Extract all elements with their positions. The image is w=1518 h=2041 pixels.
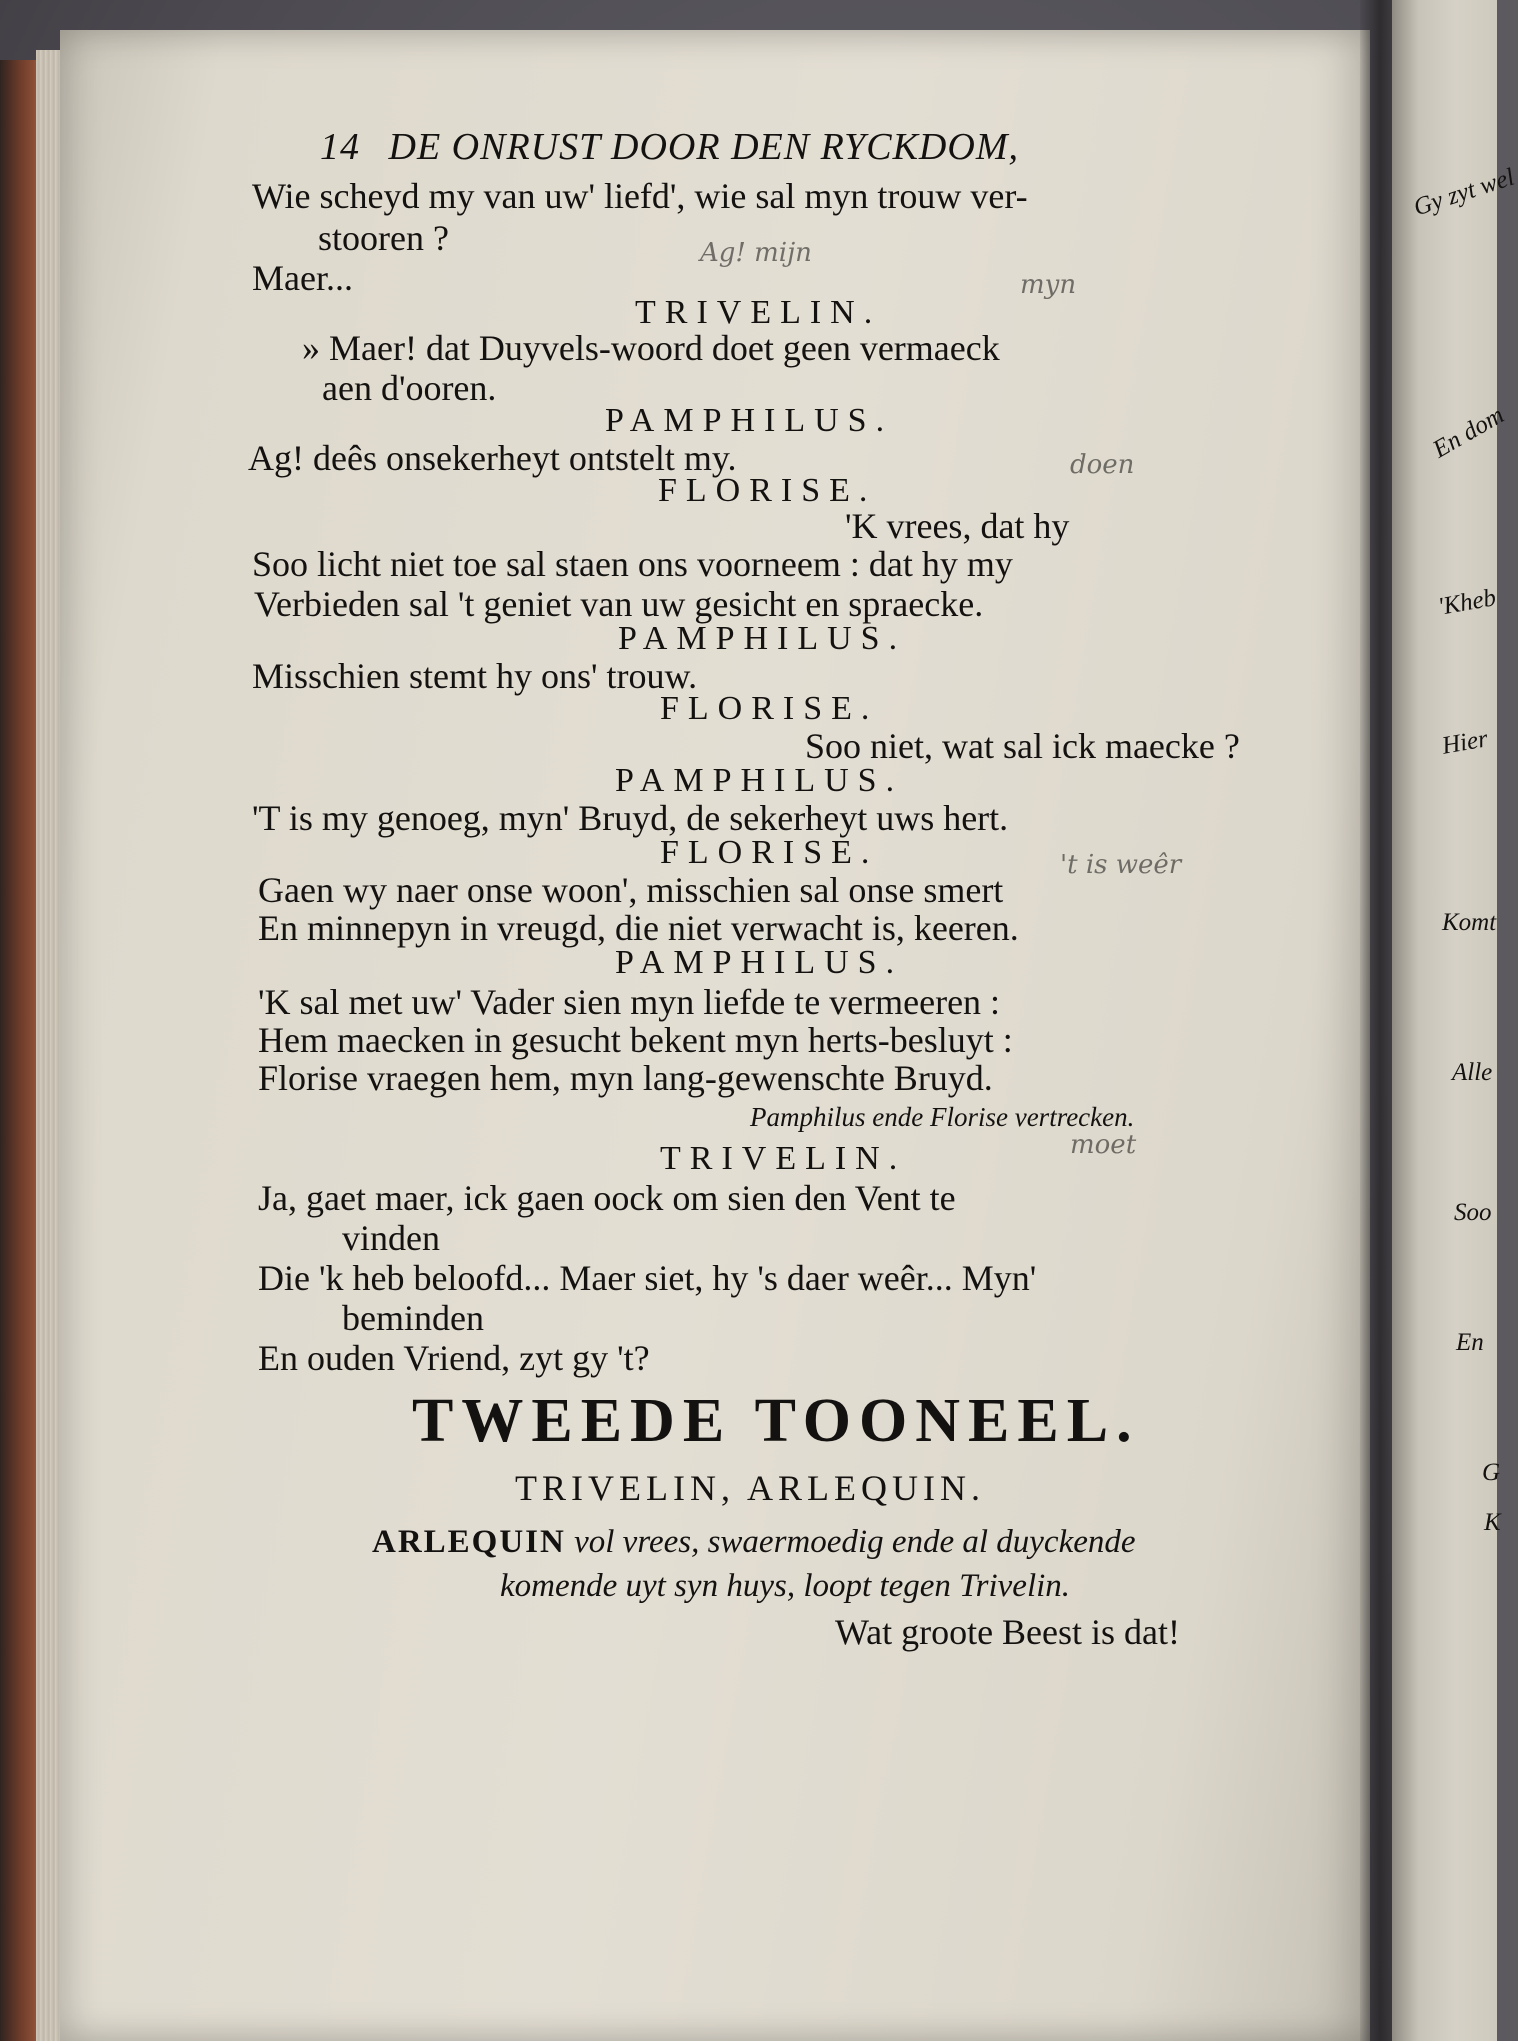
speaker-name: PAMPHILUS. [615,762,904,799]
show-through: moet [1070,1130,1137,1160]
facing-fragment: Alle [1452,1059,1493,1086]
facing-fragment: Soo [1454,1199,1492,1226]
verse-line: 'K vrees, dat hy [845,506,1070,546]
verse-line: stooren ? [318,218,449,258]
verse-line: vinden [342,1218,440,1258]
speaker-name: TRIVELIN. [660,1140,907,1177]
book-page [60,30,1370,2041]
verse-line: Misschien stemt hy ons' trouw. [252,656,698,696]
verse-line: Ja, gaet maer, ick gaen oock om sien den Vent te [258,1178,956,1218]
verse-line: Hem maecken in gesucht bekent myn herts-besluyt : [258,1020,1013,1060]
direction-speaker: ARLEQUIN [372,1524,566,1560]
verse-line: beminden [342,1298,484,1338]
facing-fragment: Komt [1442,909,1497,936]
show-through: Ag! mijn [700,238,812,268]
show-through: 't is weêr [1060,850,1182,880]
verse-line: En ouden Vriend, zyt gy 't? [258,1338,650,1378]
verse-line: aen d'ooren. [322,368,497,408]
direction-text: vol vrees, swaermoedig ende al duyckende [565,1524,1136,1560]
stage-direction: Pamphilus ende Florise vertrecken. [750,1102,1135,1132]
show-through: doen [1070,450,1135,480]
verse-line: Ag! deês onsekerheyt ontstelt my. [248,438,737,478]
verse-line: » Maer! dat Duyvels-woord doet geen vermaeck [302,328,1000,368]
speaker-name: PAMPHILUS. [615,944,904,981]
speaker-name: PAMPHILUS. [605,402,894,439]
scene-direction: komende uyt syn huys, loopt tegen Trivelin. [500,1568,1071,1604]
verse-line: Soo niet, wat sal ick maecke ? [805,726,1240,766]
scene-direction [372,1526,1136,1559]
facing-fragment: 'Kheb [1436,584,1499,621]
running-header [320,128,1019,166]
show-through: myn [1020,270,1077,300]
verse-line: Wat groote Beest is dat! [835,1612,1181,1652]
verse-line: Wie scheyd my van uw' liefd', wie sal myn trouw ver- [252,176,1028,216]
speaker-name: PAMPHILUS. [618,620,907,657]
page-number: 14 [320,126,360,168]
facing-fragment: En [1456,1329,1484,1356]
verse-line: Maer... [252,258,353,298]
facing-fragment: Gy zyt wel [1410,163,1518,222]
verse-line: Soo licht niet toe sal staen ons voorneem : dat hy my [252,544,1013,584]
scene-title: TWEEDE TOONEEL. [412,1387,1140,1455]
facing-fragment: K [1484,1509,1501,1536]
facing-fragment: G [1482,1459,1501,1486]
verse-line: 'K sal met uw' Vader sien myn liefde te vermeeren : [258,982,1001,1022]
scene-characters: TRIVELIN, ARLEQUIN. [515,1468,985,1508]
running-title: DE ONRUST DOOR DEN RYCKDOM, [388,126,1019,168]
speaker-name: FLORISE. [660,834,879,871]
verse-line: Verbieden sal 't geniet van uw gesicht en spraecke. [254,584,984,624]
verse-line: 'T is my genoeg, myn' Bruyd, de sekerheyt uws hert. [252,798,1009,838]
speaker-name: FLORISE. [660,690,879,727]
facing-fragment: En dom [1428,401,1509,464]
speaker-name: FLORISE. [658,472,877,509]
speaker-name: TRIVELIN. [635,294,882,331]
verse-line: Florise vraegen hem, myn lang-gewenschte Bruyd. [258,1058,993,1098]
facing-page [1392,0,1518,2041]
verse-line: En minnepyn in vreugd, die niet verwacht is, keeren. [258,908,1019,948]
verse-line: Gaen wy naer onse woon', misschien sal onse smert [258,870,1004,910]
facing-fragment: Hier [1440,725,1490,760]
verse-line: Die 'k heb beloofd... Maer siet, hy 's daer weêr... Myn' [258,1258,1037,1298]
